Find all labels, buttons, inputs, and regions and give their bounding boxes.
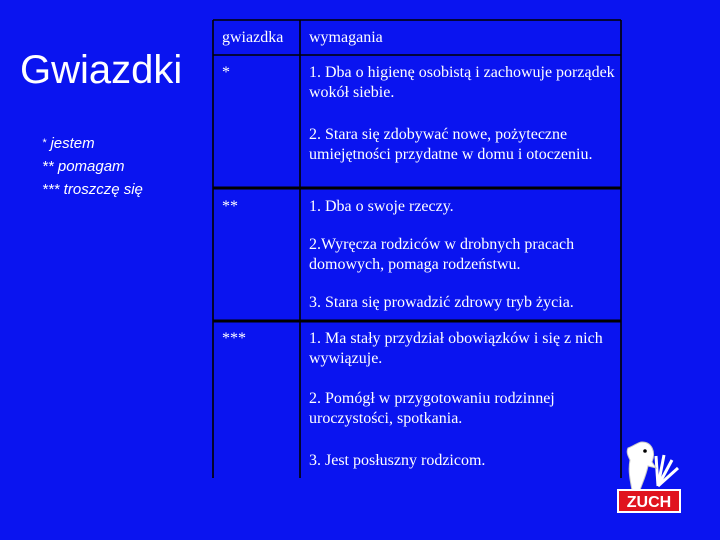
legend-text-1: jestem (46, 135, 95, 152)
requirement-1-1: 1. Dba o higienę osobistą i zachowuje porządek wokół siebie. (309, 64, 615, 101)
requirement-3-2: 2. Pomógł w przygotowaniu rodzinnej uroczystości, spotkania. (309, 390, 555, 427)
requirement-2-3: 3. Stara się prowadzić zdrowy tryb życia. (309, 294, 574, 311)
legend-stars-3: *** (42, 181, 60, 198)
eagle-eye-icon (643, 449, 647, 453)
legend-stars-2: ** (42, 158, 54, 175)
requirement-2-2: 2.Wyręcza rodziców w drobnych pracach domowych, pomaga rodzeństwu. (309, 236, 575, 273)
slide-title: Gwiazdki (20, 48, 183, 92)
table-row-stars-3: *** (222, 330, 246, 347)
legend-text-2: pomagam (53, 158, 125, 175)
requirement-3-3: 3. Jest posłuszny rodzicom. (309, 452, 486, 469)
requirement-3-1: 1. Ma stały przydział obowiązków i się z nich wywiązuje. (309, 330, 603, 367)
requirement-1-2: 2. Stara się zdobywać nowe, pożyteczne umiejętności przydatne w domu i otoczeniu. (309, 126, 593, 163)
sun-rays-icon (656, 455, 678, 486)
requirement-2-1: 1. Dba o swoje rzeczy. (309, 198, 454, 215)
table-header-stars: gwiazdka (222, 29, 284, 46)
table-row-stars-2: ** (222, 198, 238, 215)
eagle-head-icon (627, 442, 656, 490)
legend-text-3: troszczę się (59, 181, 143, 198)
zuch-logo (612, 436, 684, 516)
table-row-stars-1: * (222, 64, 230, 81)
table-header-requirements: wymagania (309, 29, 383, 46)
logo-text: ZUCH (626, 494, 672, 511)
legend-stars-1: * (42, 137, 47, 149)
